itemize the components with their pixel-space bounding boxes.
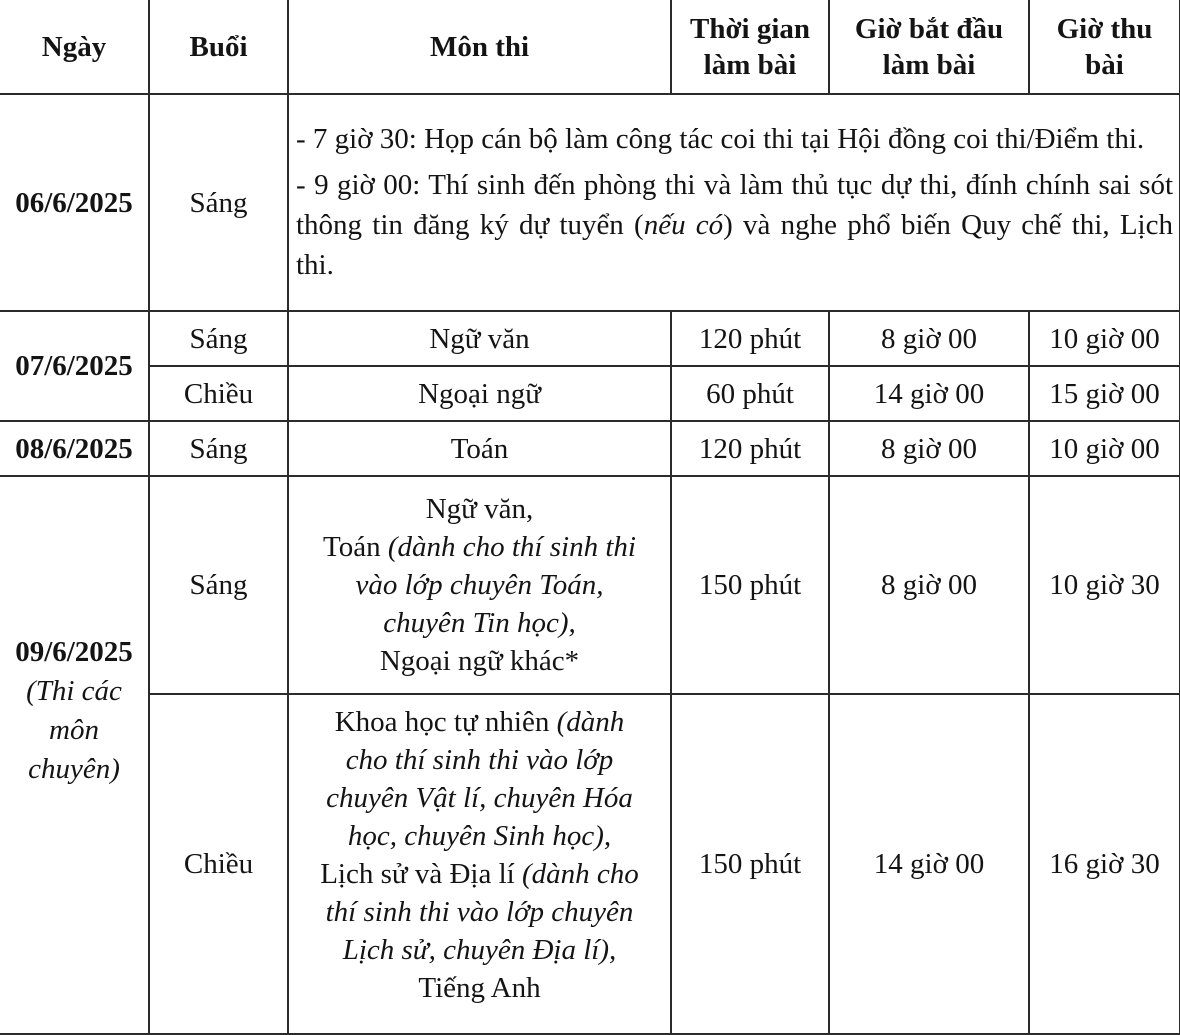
session-cell: Sáng [149,94,288,311]
subject-cell: Ngữ văn, Toán (dành cho thí sinh thi vào lớp chuyên Toán, chuyên Tin học), Ngoại ngữ khác* [288,476,671,694]
date-note: (Thi các [26,674,122,707]
start-time-cell: 14 giờ 00 [829,694,1029,1034]
duration-cell: 120 phút [671,421,829,476]
duration-cell: 150 phút [671,476,829,694]
date-cell: 06/6/2025 [0,94,149,311]
prep-note-2: - 9 giờ 00: Thí sinh đến phòng thi và làm thủ tục dự thi, đính chính sai sót thông tin đăng ký dự tuyển (nếu có) và nghe phổ biến Quy chế thi, Lịch thi. [296,168,1173,281]
preparation-notes [288,94,1180,311]
start-time-cell: 8 giờ 00 [829,476,1029,694]
table-row [0,366,1180,421]
subject-cell: Toán [288,421,671,476]
end-time-cell: 16 giờ 30 [1029,694,1180,1034]
duration-cell: 60 phút [671,366,829,421]
header-start-time: Giờ bắt đầu làm bài [829,0,1029,94]
table-row [0,94,1180,311]
table-row [0,476,1180,694]
header-date: Ngày [0,0,149,94]
session-cell: Chiều [149,366,288,421]
table-row [0,694,1180,1034]
start-time-cell: 8 giờ 00 [829,311,1029,366]
end-time-cell: 10 giờ 00 [1029,421,1180,476]
date-cell: 08/6/2025 [0,421,149,476]
subject-cell: Ngoại ngữ [288,366,671,421]
end-time-cell: 10 giờ 00 [1029,311,1180,366]
start-time-cell: 14 giờ 00 [829,366,1029,421]
end-time-cell: 10 giờ 30 [1029,476,1180,694]
session-cell: Chiều [149,694,288,1034]
duration-cell: 120 phút [671,311,829,366]
session-cell: Sáng [149,311,288,366]
end-time-cell: 15 giờ 00 [1029,366,1180,421]
header-subject: Môn thi [288,0,671,94]
header-session: Buổi [149,0,288,94]
header-end-time: Giờ thu bài [1029,0,1180,94]
header-duration: Thời gian làm bài [671,0,829,94]
subject-cell: Ngữ văn [288,311,671,366]
date-note: môn [49,713,99,746]
date-note: chuyên) [28,752,120,785]
header-row [0,0,1180,94]
date-text: 09/6/2025 [15,635,133,668]
prep-note-1: - 7 giờ 30: Họp cán bộ làm công tác coi thi tại Hội đồng coi thi/Điểm thi. [296,122,1145,155]
table-row [0,311,1180,366]
session-cell: Sáng [149,421,288,476]
date-cell [0,476,149,1034]
table-row [0,421,1180,476]
start-time-cell: 8 giờ 00 [829,421,1029,476]
session-cell: Sáng [149,476,288,694]
date-cell: 07/6/2025 [0,311,149,421]
duration-cell: 150 phút [671,694,829,1034]
subject-cell: Khoa học tự nhiên (dành cho thí sinh thi vào lớp chuyên Vật lí, chuyên Hóa học, chuyên Sinh học), Lịch sử và Địa lí (dành cho thí sinh thi vào lớp chuyên Lịch sử, chuyên Địa lí), Tiếng Anh [288,694,671,1034]
